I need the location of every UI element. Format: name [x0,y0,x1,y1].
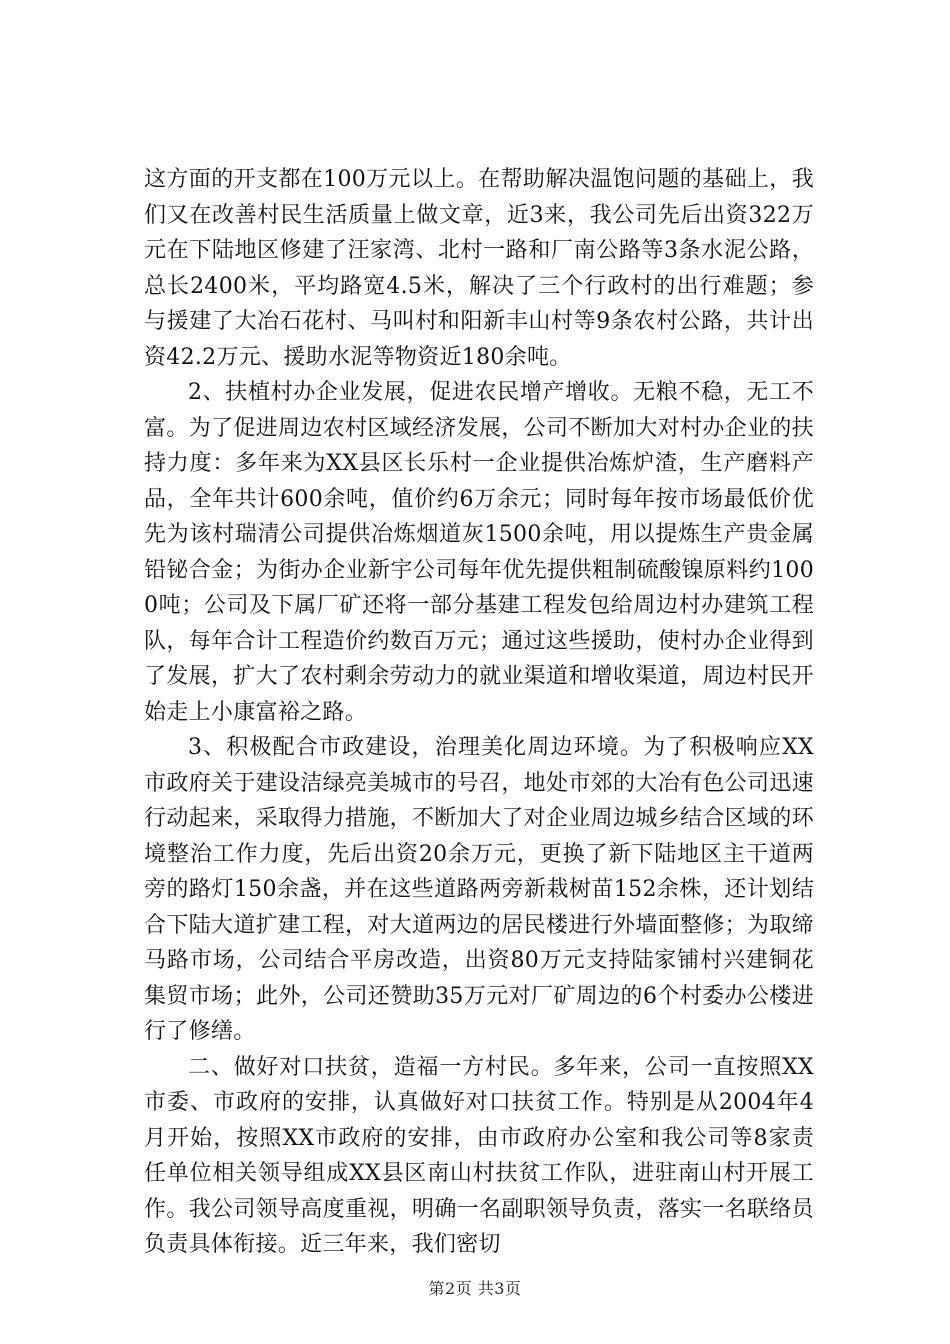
paragraph-3: 3、积极配合市政建设，治理美化周边环境。为了积极响应XX市政府关于建设洁绿亮美城市的号召，地处市郊的大冶有色公司迅速行动起来，采取得力措施，不断加大了对企业周边城乡结合区域的环境整治工作力度，先后出资20余万元，更换了新下陆地区主干道两旁的路灯150余盏，并在这些道路两旁新栽树苗152余株，还计划结合下陆大道扩建工程，对大道两边的居民楼进行外墙面整修；为取缔马路市场，公司结合平房改造，出资80万元支持陆家铺村兴建铜花集贸市场；此外，公司还赞助35万元对厂矿周边的6个村委办公楼进行了修缮。 [144,735,814,1044]
page-number-footer: 第2页 共3页 [428,1279,522,1298]
paragraph-2: 2、扶植村办企业发展，促进农民增产增收。无粮不稳，无工不富。为了促进周边农村区域经济发展，公司不断加大对村办企业的扶持力度：多年来为XX县区长乐村一企业提供冶炼炉渣，生产磨料产品，全年共计600余吨，值价约6万余元；同时每年按市场最低价优先为该村瑞清公司提供冶炼烟道灰1500余吨，用以提炼生产贵金属铅铋合金；为街办企业新宇公司每年优先提供粗制硫酸镍原料约1000吨；公司及下属厂矿还将一部分基建工程发包给周边村办建筑工程队，每年合计工程造价约数百万元；通过这些援助，使村办企业得到了发展，扩大了农村剩余劳动力的就业渠道和增收渠道，周边村民开始走上小康富裕之路。 [144,380,814,725]
paragraph-1: 这方面的开支都在100万元以上。在帮助解决温饱问题的基础上，我们又在改善村民生活质量上做文章，近3来，我公司先后出资322万元在下陆地区修建了汪家湾、北村一路和厂南公路等3条水泥公路，总长2400米，平均路宽4.5米，解决了三个行政村的出行难题；参与援建了大冶石花村、马叫村和阳新丰山村等9条农村公路，共计出资42.2万元、援助水泥等物资近180余吨。 [144,167,814,370]
paragraph-4: 二、做好对口扶贫，造福一方村民。多年来，公司一直按照XX市委、市政府的安排，认真做好对口扶贫工作。特别是从2004年4月开始，按照XX市政府的安排，由市政府办公室和我公司等8家责任单位相关领导组成XX县区南山村扶贫工作队，进驻南山村开展工作。我公司领导高度重视，明确一名副职领导负责，落实一名联络员负责具体衔接。近三年来，我们密切 [144,1054,814,1257]
document-body [144,162,814,1263]
